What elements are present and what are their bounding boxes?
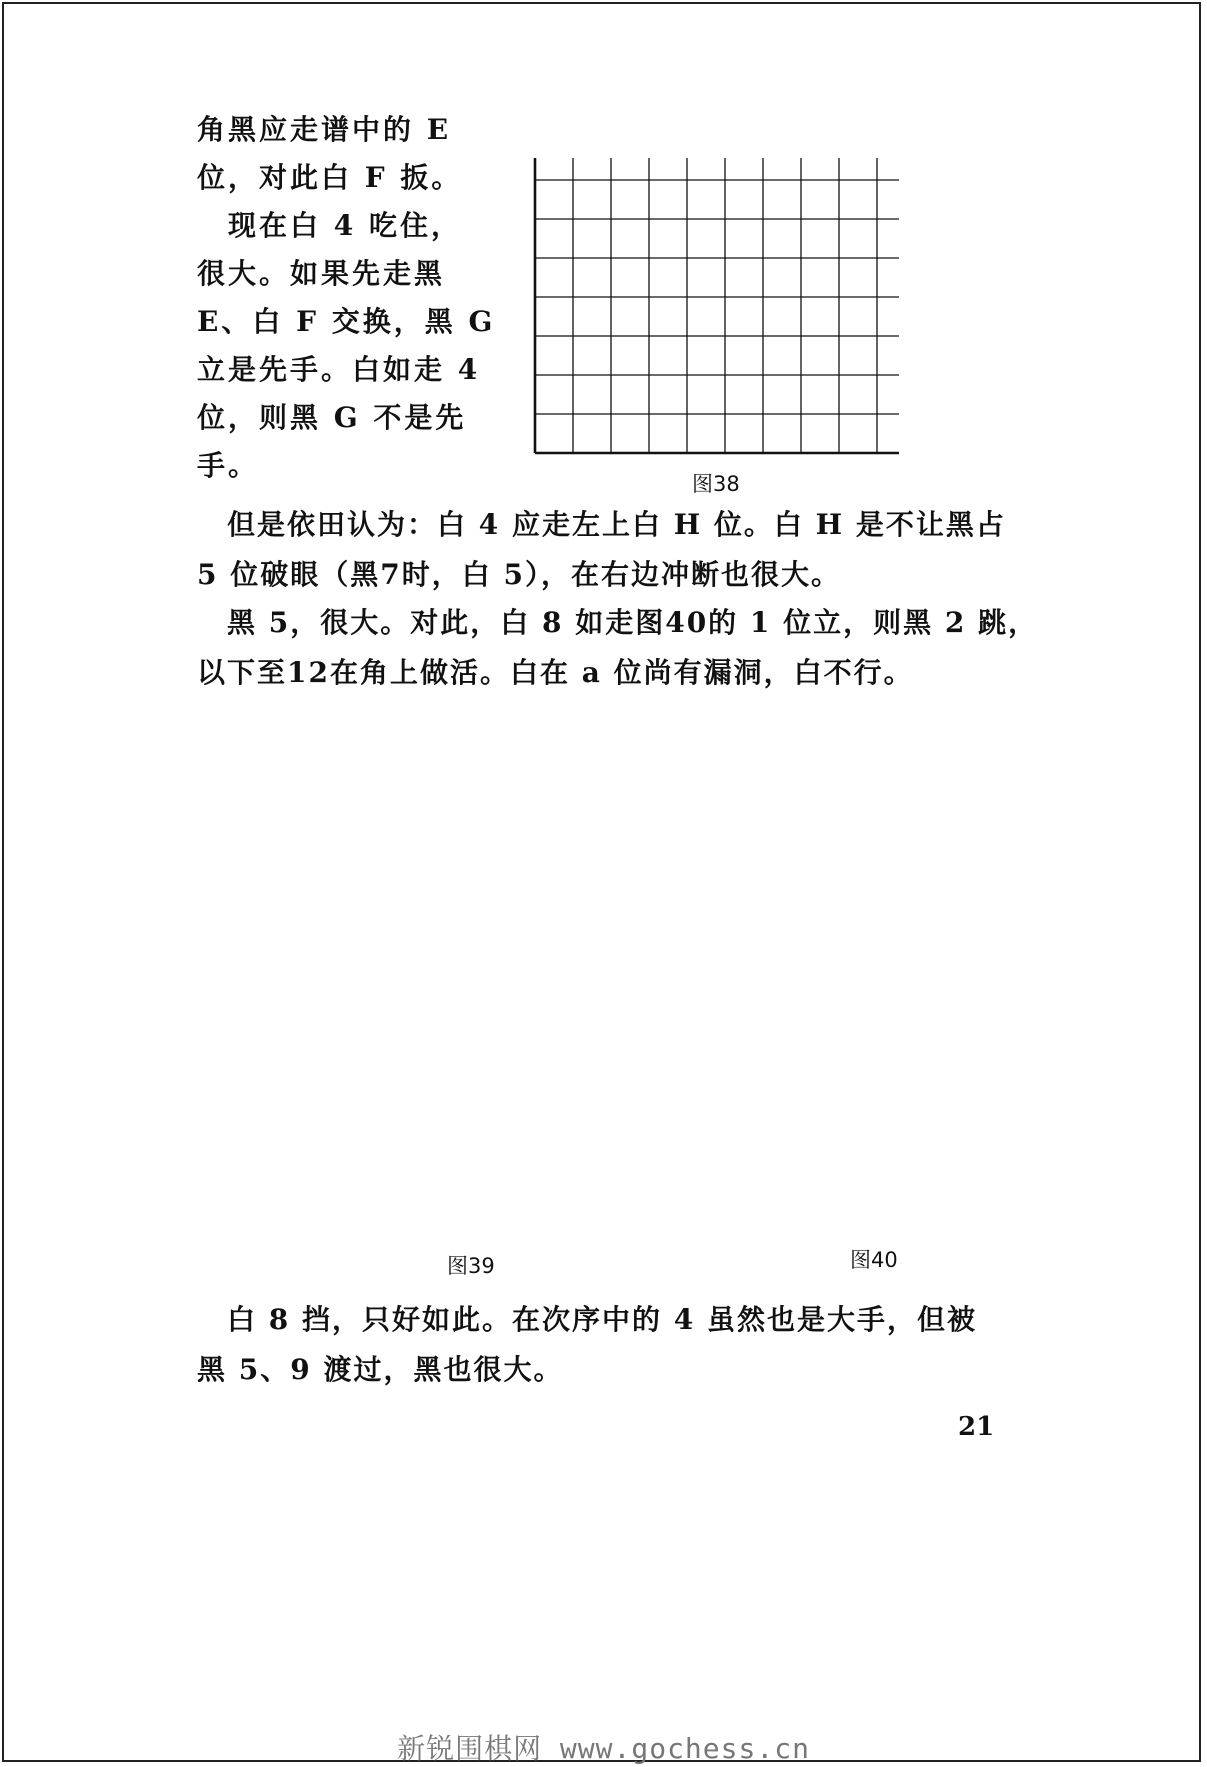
paragraph-4-line-1: 白 8 挡，只好如此。在次序中的 4 虽然也是大手，但被 [197, 1303, 977, 1336]
go-board-fig40 [710, 730, 1010, 1235]
figure-40-caption: 图40 [850, 1248, 898, 1272]
go-board-fig38 [505, 150, 925, 470]
side-line-2: 位，对此白 F 扳。 [197, 161, 463, 194]
side-paragraph [197, 106, 497, 490]
paragraph-2 [197, 500, 1037, 600]
side-line-4: 很大。如果先走黑 [197, 257, 446, 290]
side-line-3: 现在白 4 吃住， [197, 209, 462, 242]
side-line-7: 位，则黑 G 不是先 [197, 401, 467, 434]
figure-38-caption: 图38 [692, 472, 740, 496]
go-board-fig39 [215, 880, 715, 1250]
paragraph-3 [197, 598, 1037, 698]
figure-39-caption: 图39 [447, 1254, 495, 1278]
page-number: 21 [958, 1412, 995, 1442]
side-line-5: E、白 F 交换，黑 G [197, 305, 496, 338]
watermark: 新锐围棋网 www.gochess.cn [397, 1732, 810, 1765]
paragraph-2-line-1: 但是依田认为：白 4 应走左上白 H 位。白 H 是不让黑占 [197, 508, 1006, 541]
paragraph-2-line-2: 5 位破眼（黑7时，白 5），在右边冲断也很大。 [197, 558, 841, 591]
board-grid [535, 158, 899, 453]
side-line-6: 立是先手。白如走 4 [197, 353, 481, 386]
paragraph-4-line-2: 黑 5、9 渡过，黑也很大。 [197, 1353, 564, 1386]
side-line-1: 角黑应走谱中的 E [197, 113, 452, 146]
side-line-8: 手。 [197, 449, 260, 482]
paragraph-3-line-1: 黑 5，很大。对此，白 8 如走图40的 1 位立，则黑 2 跳， [197, 606, 1039, 639]
paragraph-3-line-2: 以下至12在角上做活。白在 a 位尚有漏洞，白不行。 [197, 656, 914, 689]
paragraph-4 [197, 1295, 1037, 1395]
